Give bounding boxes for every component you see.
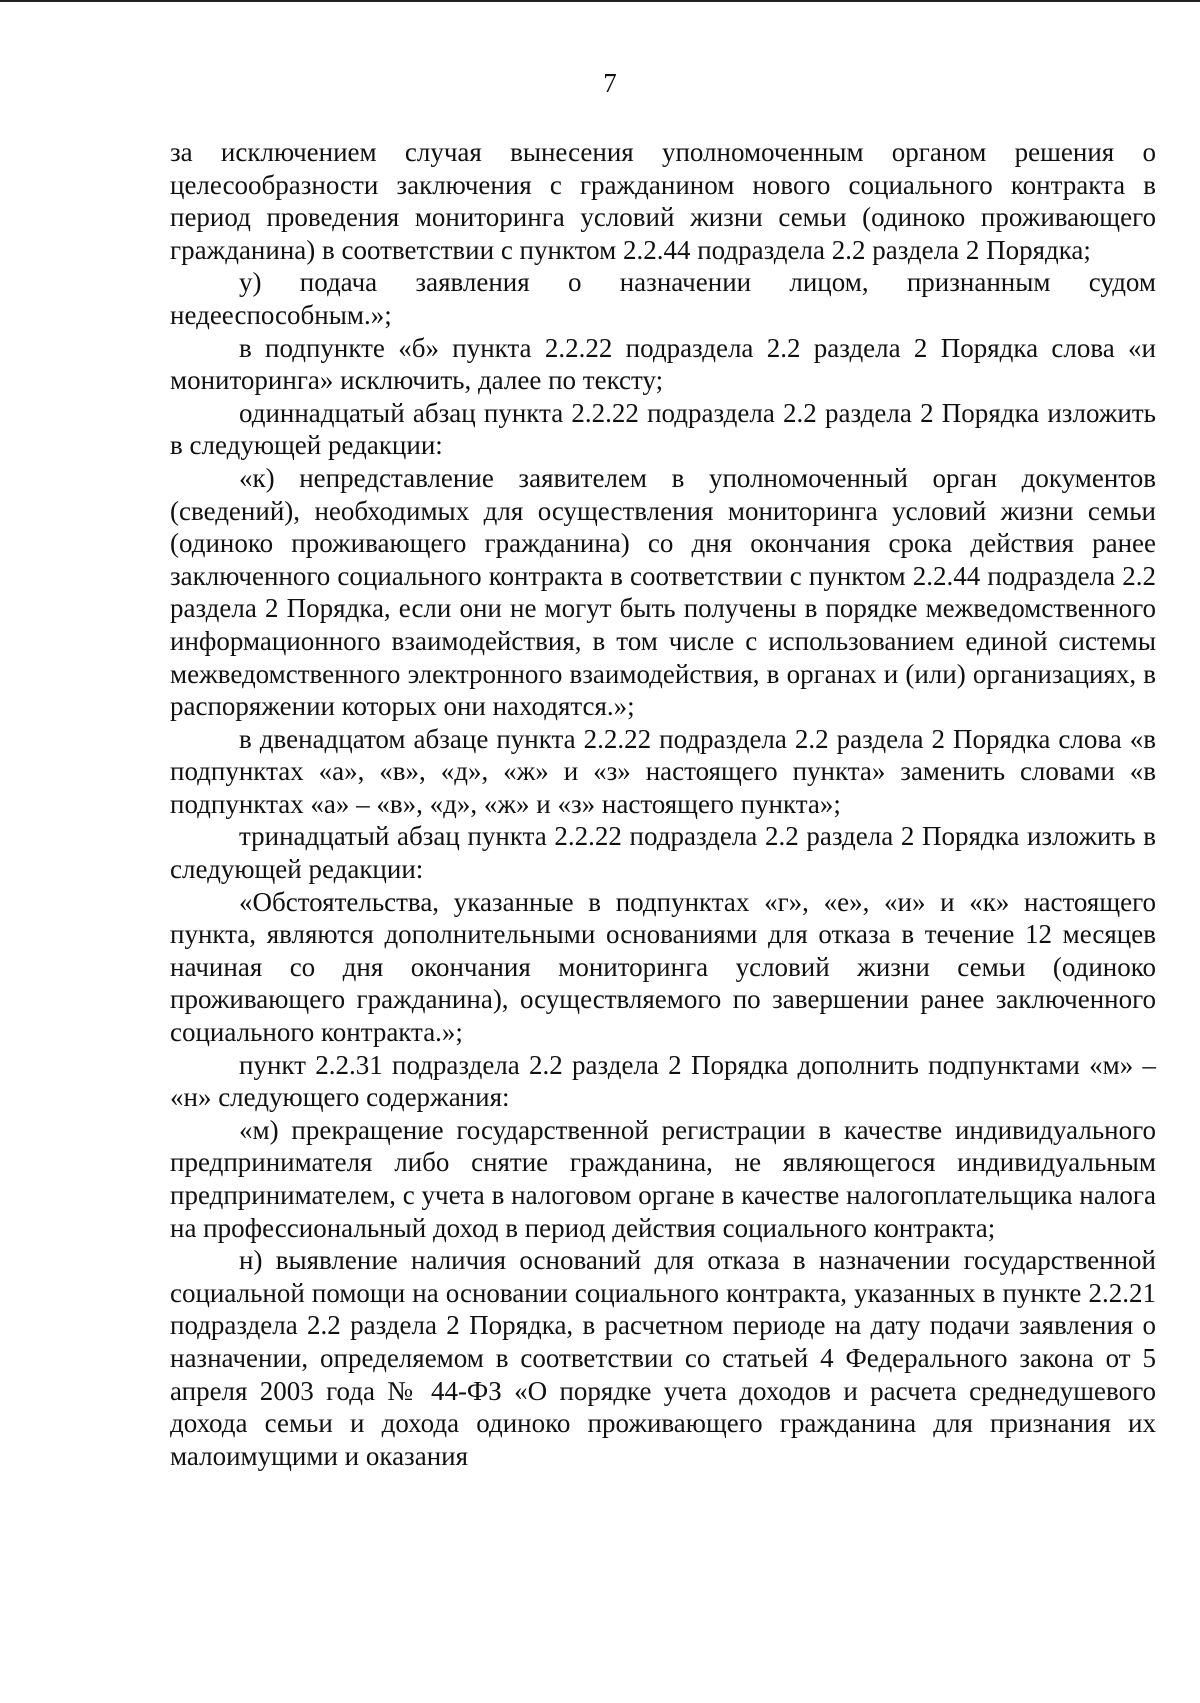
paragraph: «к) непредставление заявителем в уполномоченный орган документов (сведений), необходимых для осуществления мониторинга условий жизни семьи (одиноко проживающего гражданина) со дня окончания срока действия ранее заключенного социального контракта в соответствии с пунктом 2.2.44 подраздела 2.2 раздела 2 Порядка, если они не могут быть получены в порядке межведомственного информационного взаимодействия, в том числе с использованием единой системы межведомственного электронного взаимодействия, в органах и (или) организациях, в распоряжении которых они находятся.»;: [170, 462, 1156, 722]
page-number: 7: [603, 68, 617, 98]
page-top-border: [0, 0, 1200, 2]
paragraph: пункт 2.2.31 подраздела 2.2 раздела 2 Порядка дополнить подпунктами «м» – «н» следующего содержания:: [170, 1049, 1156, 1113]
paragraph: в подпункте «б» пункта 2.2.22 подраздела 2.2 раздела 2 Порядка слова «и мониторинга» исключить, далее по тексту;: [170, 332, 1156, 396]
paragraph: «м) прекращение государственной регистрации в качестве индивидуального предпринимателя либо снятие гражданина, не являющегося индивидуальным предпринимателем, с учета в налоговом органе в качестве налогоплательщика налога на профессиональный доход в период действия социального контракта;: [170, 1114, 1156, 1243]
paragraph: за исключением случая вынесения уполномоченным органом решения о целесообразности заключения с гражданином нового социального контракта в период проведения мониторинга условий жизни семьи (одиноко проживающего гражданина) в соответствии с пунктом 2.2.44 подраздела 2.2 раздела 2 Порядка;: [170, 137, 1156, 265]
paragraph: н) выявление наличия оснований для отказа в назначении государственной социальной помощи на основании социального контракта, указанных в пункте 2.2.21 подраздела 2.2 раздела 2 Порядка, в расчетном периоде на дату подачи заявления о назначении, определяемом в соответствии со статьей 4 Федерального закона от 5 апреля 2003 года № 44-ФЗ «О порядке учета доходов и расчета среднедушевого дохода семьи и дохода одиноко проживающего гражданина для признания их малоимущими и оказания: [170, 1245, 1156, 1471]
paragraph: в двенадцатом абзаце пункта 2.2.22 подраздела 2.2 раздела 2 Порядка слова «в подпунктах «а», «в», «д», «ж» и «з» настоящего пункта» заменить словами «в подпунктах «а» – «в», «д», «ж» и «з» настоящего пункта»;: [170, 723, 1156, 819]
paragraph: «Обстоятельства, указанные в подпунктах «г», «е», «и» и «к» настоящего пункта, являются дополнительными основаниями для отказа в течение 12 месяцев начиная со дня окончания мониторинга условий жизни семьи (одиноко проживающего гражданина), осуществляемого по завершении ранее заключенного социального контракта.»;: [170, 886, 1156, 1048]
paragraph: тринадцатый абзац пункта 2.2.22 подраздела 2.2 раздела 2 Порядка изложить в следующей редакции:: [170, 821, 1156, 885]
paragraph: у) подача заявления о назначении лицом, признанным судом недееспособным.»;: [170, 267, 1156, 330]
document-body: [170, 136, 1156, 1472]
paragraph: одиннадцатый абзац пункта 2.2.22 подраздела 2.2 раздела 2 Порядка изложить в следующей редакции:: [170, 397, 1156, 461]
